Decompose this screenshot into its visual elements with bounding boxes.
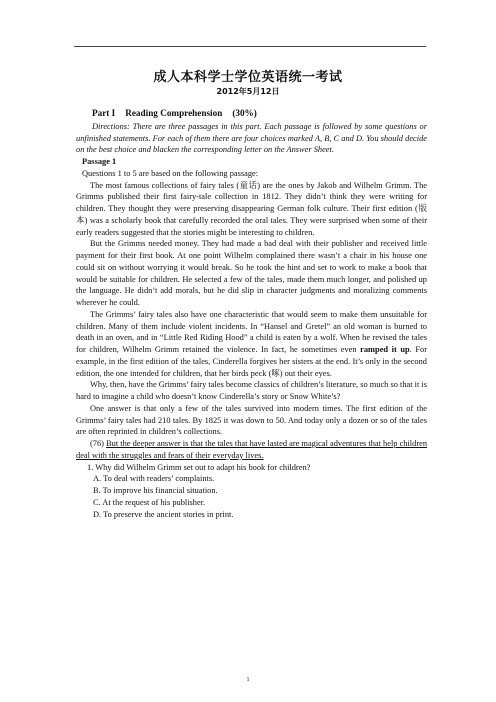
paragraph-1: The most famous collections of fairy tales (童话) are the ones by Jakob and Wilhelm Grimm. The Grimms published their first fairy-tale collection in 1812. They didn’t think they were writing for children. They thought they were preserving disappearing German folk culture. Their first edition (版本) was a scholarly book that carefully recorded the oral tales. They were surprised when some of their early readers suggested that the stories might be interesting to children. [76, 180, 427, 237]
question-1 [87, 462, 427, 521]
paragraph-3-bold-phrase: ramped it up [360, 345, 410, 354]
document-body [76, 108, 427, 520]
exam-title: 成人本科学士学位英语统一考试 [153, 70, 343, 85]
option-d: D. To preserve the ancient stories in print. [93, 509, 234, 519]
part-name: Reading Comprehension [125, 108, 223, 118]
part-heading [92, 108, 427, 120]
paragraph-6 [76, 438, 427, 462]
option-b: B. To improve his financial situation. [93, 486, 218, 495]
translation-marker: (76) [90, 439, 104, 448]
paragraph-4: Why, then, have the Grimms’ fairy tales become classics of children’s literature, so much so that it is hard to imagine a child who doesn’t know Cinderella’s story or Snow White’s? [76, 380, 427, 401]
page-number: 1 [246, 677, 250, 683]
paragraph-3-text-b: . For example, in the first edition of the tales, Cinderella forgives her sisters at the end. It’s only in the second edition, the one intended for children, that her birds peck (啄) out their eyes. [76, 345, 427, 378]
paragraph-2: But the Grimms needed money. They had made a bad deal with their publisher and received little payment for their first book. At one point Wilhelm complained there wasn’t a chair in his house one could sit on without worrying it would break. So he took the hint and set to work to make a book that would be suitable for children. He selected a few of the tales, made them much longer, and polished up the language. He didn’t add morals, but he did slip in character judgments and moralizing comments wherever he could. [76, 239, 427, 307]
part-label: Part I [92, 108, 116, 118]
passage-label: Passage 1 [82, 157, 117, 166]
option-a: A. To deal with readers’ complaints. [93, 474, 215, 484]
paragraph-5: One answer is that only a few of the tales survived into modern times. The first edition of the Grimms’ fairy tales had 210 tales. By 1825 it was down to 50. And today only a dozen or so of the tales are often reprinted in children’s collections. [76, 403, 427, 437]
part-score: (30%) [232, 108, 257, 118]
directions: Directions: There are three passages in this part. Each passage is followed by some questions or unfinished statements. For each of them there are four choices marked A, B, C and D. You should decide on the best choice and blacken the corresponding letter on the Answer Sheet. [76, 121, 427, 155]
paragraph-3 [76, 309, 427, 380]
underlined-sentence: But the deeper answer is that the tales that have lasted are magical adventures that help children deal with the struggles and fears of their everyday lives. [76, 439, 428, 460]
paragraph-3-text-a: The Grimms’ fairy tales also have one characteristic that would seem to make them unsuitable for children. Many of them include violent incidents. In “Hansel and Gretel” an old woman is burned to death in an oven, and in “Little Red Riding Hood” a child is eaten by a wolf. When he revised the tales for children, Wilhelm Grimm retained the violence. In fact, he sometimes even [76, 309, 427, 354]
question-stem: 1. Why did Wilhelm Grimm set out to adapt his book for children? [87, 462, 311, 472]
header-rule [74, 46, 426, 47]
passage-intro: Questions 1 to 5 are based on the following passage: [82, 168, 259, 178]
exam-date: 2012年5月12日 [216, 87, 280, 96]
option-c: C. At the request of his publisher. [93, 497, 206, 507]
